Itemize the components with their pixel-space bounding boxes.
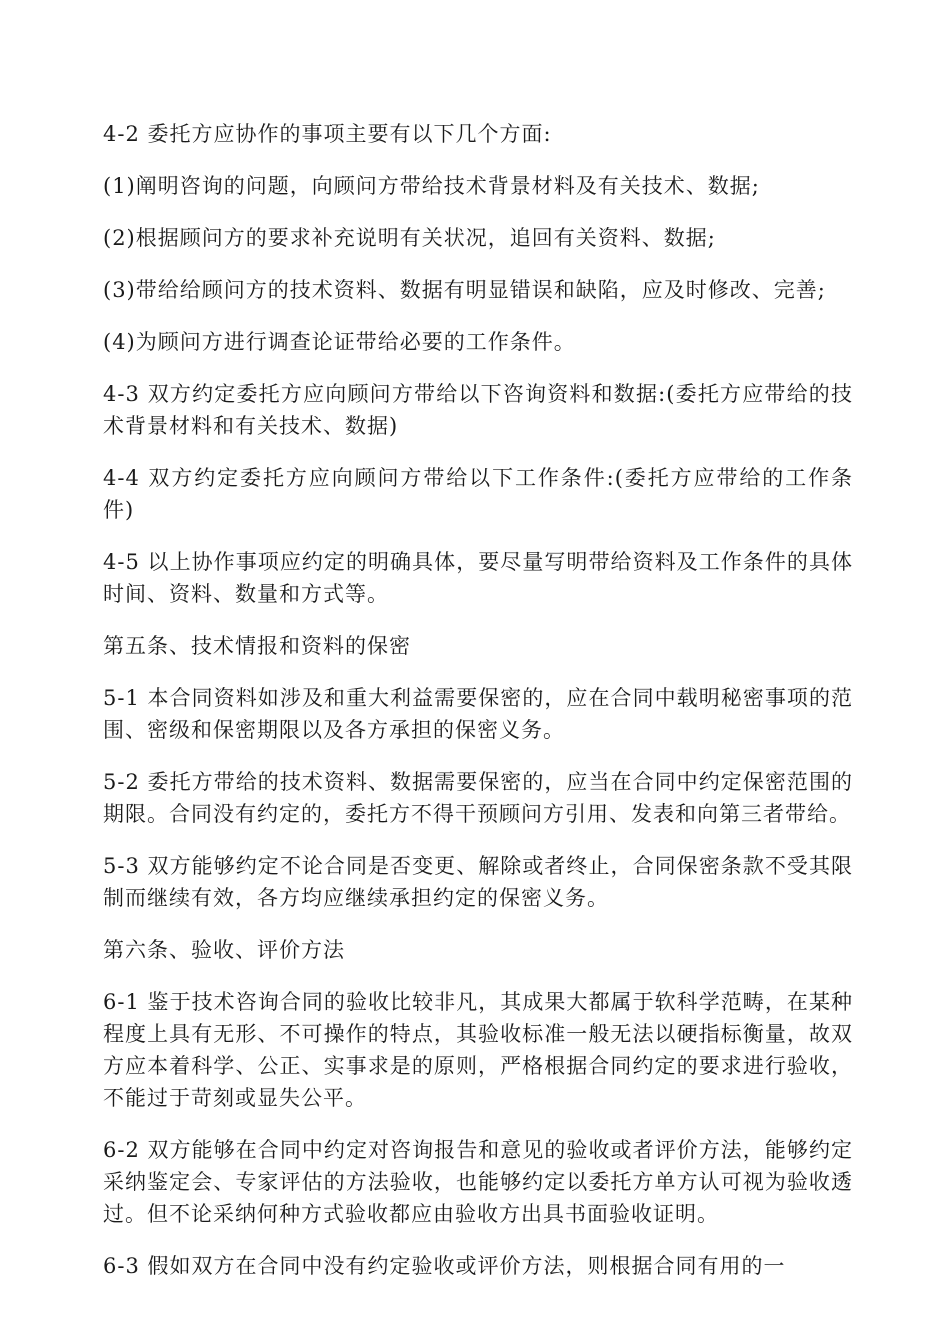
section-heading-article-5: 第五条、技术情报和资料的保密 (103, 634, 411, 658)
paragraph-4-2-item-3: (3)带给给顾问方的技术资料、数据有明显错误和缺陷，应及时修改、完善; (103, 278, 826, 302)
paragraph-6-3: 6-3 假如双方在合同中没有约定验收或评价方法，则根据合同有用的一 (103, 1254, 786, 1278)
paragraph-5-3: 5-3 双方能够约定不论合同是否变更、解除或者终止，合同保密条款不受其限制而继续有效，各方均应继续承担约定的保密义务。 (103, 854, 853, 910)
paragraph-4-2-item-4: (4)为顾问方进行调查论证带给必要的工作条件。 (103, 330, 576, 354)
paragraph-5-2: 5-2 委托方带给的技术资料、数据需要保密的，应当在合同中约定保密范围的期限。合同没有约定的，委托方不得干预顾问方引用、发表和向第三者带给。 (103, 770, 853, 826)
paragraph-6-2: 6-2 双方能够在合同中约定对咨询报告和意见的验收或者评价方法，能够约定采纳鉴定会、专家评估的方法验收，也能够约定以委托方单方认可视为验收透过。但不论采纳何种方式验收都应由验收方出具书面验收证明。 (103, 1138, 853, 1226)
paragraph-4-5: 4-5 以上协作事项应约定的明确具体，要尽量写明带给资料及工作条件的具体时间、资料、数量和方式等。 (103, 550, 853, 606)
paragraph-4-4: 4-4 双方约定委托方应向顾问方带给以下工作条件:(委托方应带给的工作条件) (103, 466, 853, 522)
paragraph-4-2: 4-2 委托方应协作的事项主要有以下几个方面: (103, 122, 552, 146)
paragraph-4-2-item-2: (2)根据顾问方的要求补充说明有关状况，追回有关资料、数据; (103, 226, 716, 250)
paragraph-5-1: 5-1 本合同资料如涉及和重大利益需要保密的，应在合同中载明秘密事项的范围、密级和保密期限以及各方承担的保密义务。 (103, 686, 853, 742)
paragraph-6-1: 6-1 鉴于技术咨询合同的验收比较非凡，其成果大都属于软科学范畴，在某种程度上具有无形、不可操作的特点，其验收标准一般无法以硬指标衡量，故双方应本着科学、公正、实事求是的原则，严格根据合同约定的要求进行验收，不能过于苛刻或显失公平。 (103, 990, 853, 1110)
paragraph-4-2-item-1: (1)阐明咨询的问题，向顾问方带给技术背景材料及有关技术、数据; (103, 174, 760, 198)
section-heading-article-6: 第六条、验收、评价方法 (103, 938, 345, 962)
paragraph-4-3: 4-3 双方约定委托方应向顾问方带给以下咨询资料和数据:(委托方应带给的技术背景材料和有关技术、数据) (103, 382, 853, 438)
document-body (103, 118, 853, 1302)
